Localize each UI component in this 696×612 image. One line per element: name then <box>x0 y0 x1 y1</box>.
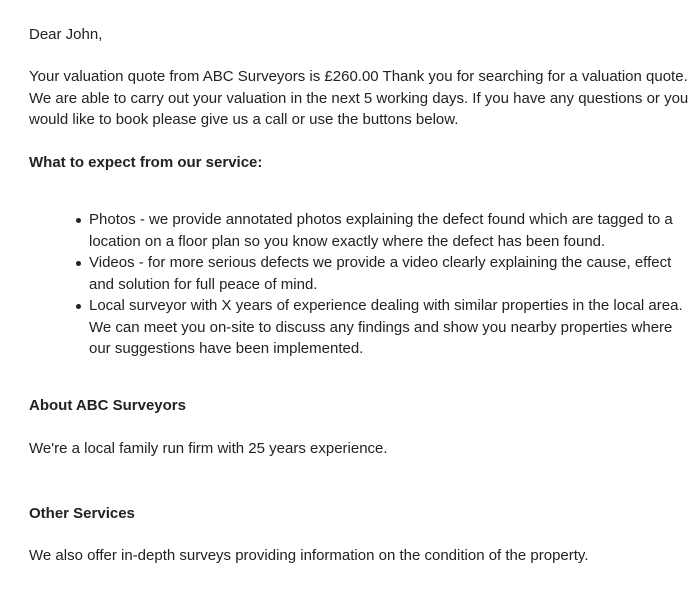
other-services-heading: Other Services <box>29 505 135 522</box>
feature-text: Local surveyor with X years of experience dealing with similar properties in the local area. We can meet you on-site to discuss any findings and show you nearby properties where our suggestions have been implemented. <box>89 297 683 357</box>
greeting: Dear John, <box>29 26 103 43</box>
expect-heading: What to expect from our service: <box>29 154 263 171</box>
intro-paragraph: Your valuation quote from ABC Surveyors is £260.00 Thank you for searching for a valuation quote. We are able to carry out your valuation in the next 5 working days. If you have any questions or you would like to book please give us a call or use the buttons below. <box>29 68 689 128</box>
bullet-icon <box>76 218 81 223</box>
feature-text: Photos - we provide annotated photos explaining the defect found which are tagged to a location on a floor plan so you know exactly where the defect has been found. <box>89 211 673 250</box>
list-item <box>89 295 687 360</box>
feature-text: Videos - for more serious defects we provide a video clearly explaining the cause, effect and solution for full peace of mind. <box>89 254 672 293</box>
about-heading: About ABC Surveyors <box>29 397 186 414</box>
about-text: We're a local family run firm with 25 years experience. <box>29 440 388 457</box>
list-item <box>89 252 687 295</box>
other-services-text: We also offer in-depth surveys providing information on the condition of the property. <box>29 547 589 564</box>
list-item <box>89 209 687 252</box>
bullet-icon <box>76 304 81 309</box>
bullet-icon <box>76 261 81 266</box>
feature-list <box>89 209 687 360</box>
